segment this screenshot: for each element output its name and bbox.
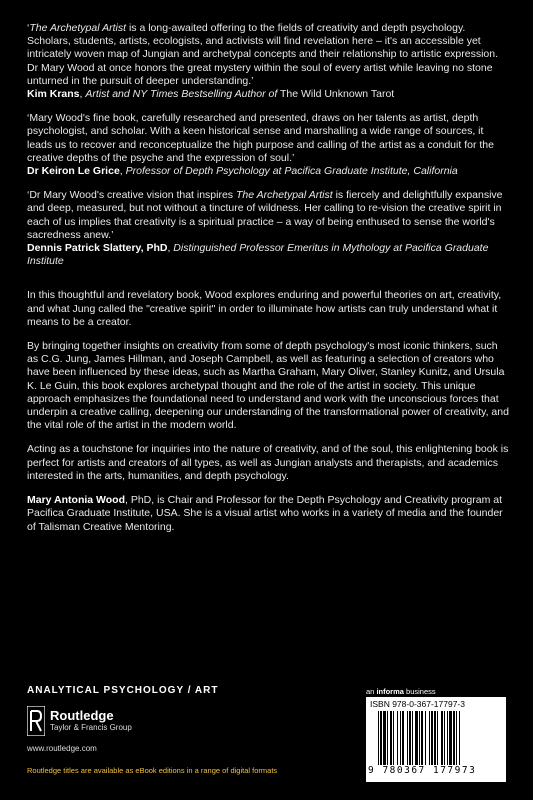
quote-role: Professor of Depth Psychology at Pacifica Graduate Institute, California	[125, 165, 458, 178]
book-title-italic: The Archetypal Artist	[235, 189, 333, 202]
publisher-group: Taylor & Francis Group	[50, 723, 132, 732]
quote-body: Mary Wood's fine book, carefully researched and presented, draws on her talents as artist, depth psychologist, and scholar. With a keen historical sense and marshalling a wide range of sources, it leads us to recover and reconceptualize the high purpose and calling of the artist as a conduit for the creative depths of the psyche and the expression of soul.	[27, 112, 494, 164]
barcode-icon	[378, 711, 496, 765]
barcode-bar	[402, 711, 404, 765]
publisher-url[interactable]: www.routledge.com	[27, 744, 97, 753]
barcode-bar	[449, 711, 452, 765]
quote-role-tail: The Wild Unknown Tarot	[277, 88, 395, 101]
quote-le-grice	[27, 112, 511, 178]
publisher-name: Routledge	[50, 708, 114, 723]
barcode-bar	[378, 711, 379, 765]
quote-slattery	[27, 189, 511, 268]
barcode-bar	[419, 711, 420, 765]
section-spacer	[27, 279, 511, 289]
quote-krans	[27, 22, 511, 101]
barcode-bar	[453, 711, 455, 765]
barcode-digits: 9 780367 177973	[368, 765, 477, 776]
quote-attribution: Dennis Patrick Slattery, PhD, Distinguished Professor Emeritus in Mythology at Pacifica Graduate Institute	[27, 242, 489, 268]
publisher-logo	[27, 706, 147, 740]
barcode-bar	[383, 711, 386, 765]
barcode-bar	[400, 711, 401, 765]
description-paragraph: By bringing together insights on creativity from some of depth psychology's most iconic thinkers, such as C.G. Jung, James Hillman, and Joseph Campbell, as well as featuring a selection of creators who have been influenced by these ideas, such as Martha Graham, Mary Oliver, Stanley Kunitz, and Ursula K. Le Guin, this book explores archetypal thought and the role of the artist in society. This unique approach emphasizes the foundational need to understand and work with the unconscious forces that underpin a creative calling, deepening our understanding of the transformational power of creativity, and the vital role of the artist in the modern world.	[27, 340, 509, 432]
isbn-barcode	[366, 697, 506, 782]
barcode-bar	[407, 711, 408, 765]
quote-role: Distinguished Professor Emeritus in Mythology at Pacifica Graduate Institute	[27, 242, 489, 268]
routledge-mark-icon	[27, 706, 45, 736]
book-title-italic: The Archetypal Artist	[29, 22, 127, 34]
quote-author: Dr Keiron Le Grice	[27, 165, 120, 178]
barcode-bar	[456, 711, 457, 765]
barcode-bar	[397, 711, 398, 765]
barcode-bar	[447, 711, 448, 765]
quote-text: ‘Mary Wood's fine book, carefully researched and presented, draws on her talents as artist, depth psychologist, and scholar. With a keen historical sense and marshalling a wide range of sources, it leads us to recover and reconceptualize the high purpose and calling of the artist as a conduit for the creative depths of the psyche and the expression of soul.’	[27, 112, 494, 164]
description-paragraph: In this thoughtful and revelatory book, Wood explores enduring and powerful theories on art, creativity, and what Jung called the "creative spirit" in order to illuminate how artists can truly understand what it means to be a creator.	[27, 289, 502, 328]
barcode-bar	[393, 711, 394, 765]
quote-author: Kim Krans	[27, 88, 80, 101]
cover-text	[27, 22, 511, 534]
informa-label: an informa business	[366, 687, 436, 696]
quote-body: is a long-awaited offering to the fields of creativity and depth psychology. Scholars, students, artists, ecologists, and activists will find revelation here – it's an accessible yet intricately woven map of Jungian and archetypal concepts and their relationship to artistic expression. Dr Mary Wood at once honors the great mystery within the soul of every artist while leaving no stone unturned in the pursuit of deeper understanding.	[27, 22, 499, 87]
quote-text: ‘The Archetypal Artist is a long-awaited offering to the fields of creativity and depth psychology. Scholars, students, artists, ecologists, and activists will find revelation here – it's an accessible yet intricately woven map of Jungian and archetypal concepts and their relationship to artistic expression. Dr Mary Wood at once honors the great mystery within the soul of every artist while leaving no stone unturned in the pursuit of deeper understanding.’	[27, 22, 499, 87]
barcode-bar	[437, 711, 438, 765]
subject-category: ANALYTICAL PSYCHOLOGY / ART	[27, 685, 219, 696]
quote-body: is fiercely and delightfully expansive and deep, measured, but not without a tincture of wildness. Her calling to re-vision the creative spirit in each of us implies that creativity is a spiritual practice – a way of being enthused to sense the world's sacredness anew.	[27, 189, 503, 241]
author-name: Mary Antonia Wood	[27, 494, 125, 507]
barcode-bar	[444, 711, 445, 765]
author-bio-text: , PhD, is Chair and Professor for the Depth Psychology and Creativity program at Pacifica Graduate Institute, USA. She is a visual artist who works in a variety of media and the founder of Talisman Creative Mentoring.	[27, 494, 503, 533]
quote-role: Artist and NY Times Bestselling Author of	[85, 88, 278, 101]
isbn-number: ISBN 978-0-367-17797-3	[370, 699, 465, 709]
barcode-bar	[415, 711, 418, 765]
barcode-bar	[459, 711, 460, 765]
barcode-bar	[421, 711, 423, 765]
quote-text: ‘Dr Mary Wood's creative vision that inspires The Archetypal Artist is fiercely and delightfully expansive and deep, measured, but not without a tincture of wildness. Her calling to re-vision the creative spirit in each of us implies that creativity is a spiritual practice – a way of being enthused to sense the world's sacredness anew.’	[27, 189, 503, 241]
barcode-bar	[409, 711, 411, 765]
quote-attribution: Kim Krans, Artist and NY Times Bestselling Author of The Wild Unknown Tarot	[27, 88, 395, 101]
barcode-bar	[425, 711, 426, 765]
ebook-note: Routledge titles are available as eBook editions in a range of digital formats	[27, 766, 278, 775]
author-bio	[27, 494, 511, 534]
barcode-bar	[441, 711, 443, 765]
barcode-bar	[390, 711, 392, 765]
quote-body-pre: Dr Mary Wood's creative vision that inspires	[29, 189, 236, 202]
quote-author: Dennis Patrick Slattery, PhD	[27, 242, 168, 255]
quote-attribution: Dr Keiron Le Grice, Professor of Depth Psychology at Pacifica Graduate Institute, California	[27, 165, 458, 178]
barcode-bar	[431, 711, 433, 765]
barcode-bar	[429, 711, 430, 765]
barcode-bar	[412, 711, 413, 765]
description-paragraph: Acting as a touchstone for inquiries into the nature of creativity, and of the soul, this enlightening book is perfect for artists and creators of all types, as well as Jungian analysts and therapists, and academics interested in the arts, humanities, and depth psychology.	[27, 443, 509, 482]
barcode-bar	[387, 711, 388, 765]
barcode-bar	[380, 711, 382, 765]
barcode-bar	[434, 711, 436, 765]
